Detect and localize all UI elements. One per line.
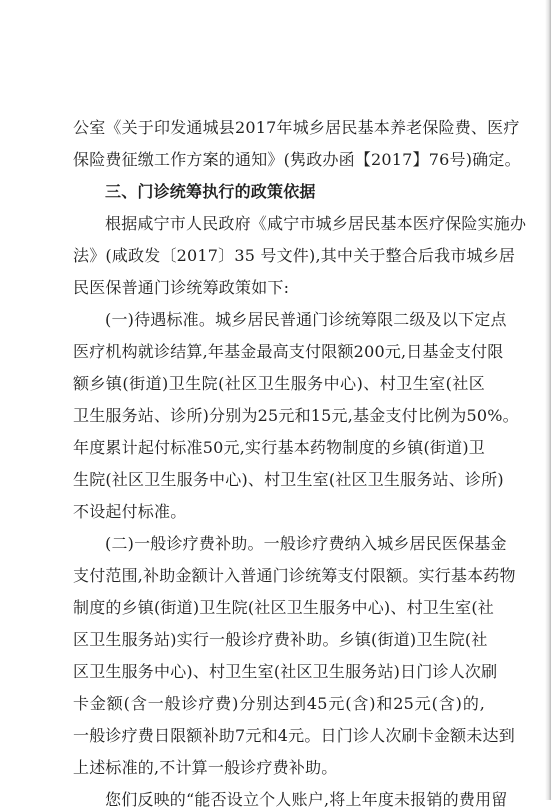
body-text-line: 医疗机构就诊结算,年基金最高支付限额200元,日基金支付限 (73, 342, 504, 361)
body-text-line: 法》(咸政发〔2017〕35 号文件),其中关于整合后我市城乡居 (73, 246, 516, 265)
body-text-line: 上述标准的,不计算一般诊疗费补助。 (73, 758, 338, 777)
body-text-line: 制度的乡镇(街道)卫生院(社区卫生服务中心)、村卫生室(社 (73, 598, 495, 617)
page-edge-shadow (545, 0, 551, 800)
body-text-line: 保险费征缴工作方案的通知》(隽政办函【2017】76号)确定。 (73, 150, 521, 169)
section-heading: 三、门诊统筹执行的政策依据 (105, 182, 316, 201)
body-text-line: 民医保普通门诊统筹政策如下: (73, 278, 290, 297)
body-text-line: 区卫生服务站)实行一般诊疗费补助。乡镇(街道)卫生院(社 (73, 630, 488, 649)
body-text-line: 支付范围,补助金额计入普通门诊统筹支付限额。实行基本药物 (73, 566, 516, 585)
body-text-line: 生院(社区卫生服务中心)、村卫生室(社区卫生服务站、诊所) (73, 470, 504, 489)
body-text-line: 您们反映的“能否设立个人账户,将上年度未报销的费用留 (105, 790, 508, 809)
body-text-line: 额乡镇(街道)卫生院(社区卫生服务中心)、村卫生室(社区 (73, 374, 485, 393)
body-text-line: 年度累计起付标准50元,实行基本药物制度的乡镇(街道)卫 (73, 438, 485, 457)
body-text-line: (二)一般诊疗费补助。一般诊疗费纳入城乡居民医保基金 (105, 534, 507, 553)
body-text-line: 根据咸宁市人民政府《咸宁市城乡居民基本医疗保险实施办 (105, 214, 527, 233)
body-text-line: 卡金额(含一般诊疗费)分别达到45元(含)和25元(含)的, (73, 694, 485, 713)
body-text-line: 公室《关于印发通城县2017年城乡居民基本养老保险费、医疗 (73, 118, 520, 137)
body-text-line: (一)待遇标准。城乡居民普通门诊统筹限二级及以下定点 (105, 310, 507, 329)
body-text-line: 不设起付标准。 (73, 502, 187, 521)
body-text-line: 区卫生服务中心)、村卫生室(社区卫生服务站)日门诊人次刷 (73, 662, 498, 681)
body-text-line: 一般诊疗费日限额补助7元和4元。日门诊人次刷卡金额未达到 (73, 726, 515, 745)
body-text-line: 卫生服务站、诊所)分别为25元和15元,基金支付比例为50%。 (73, 406, 519, 425)
